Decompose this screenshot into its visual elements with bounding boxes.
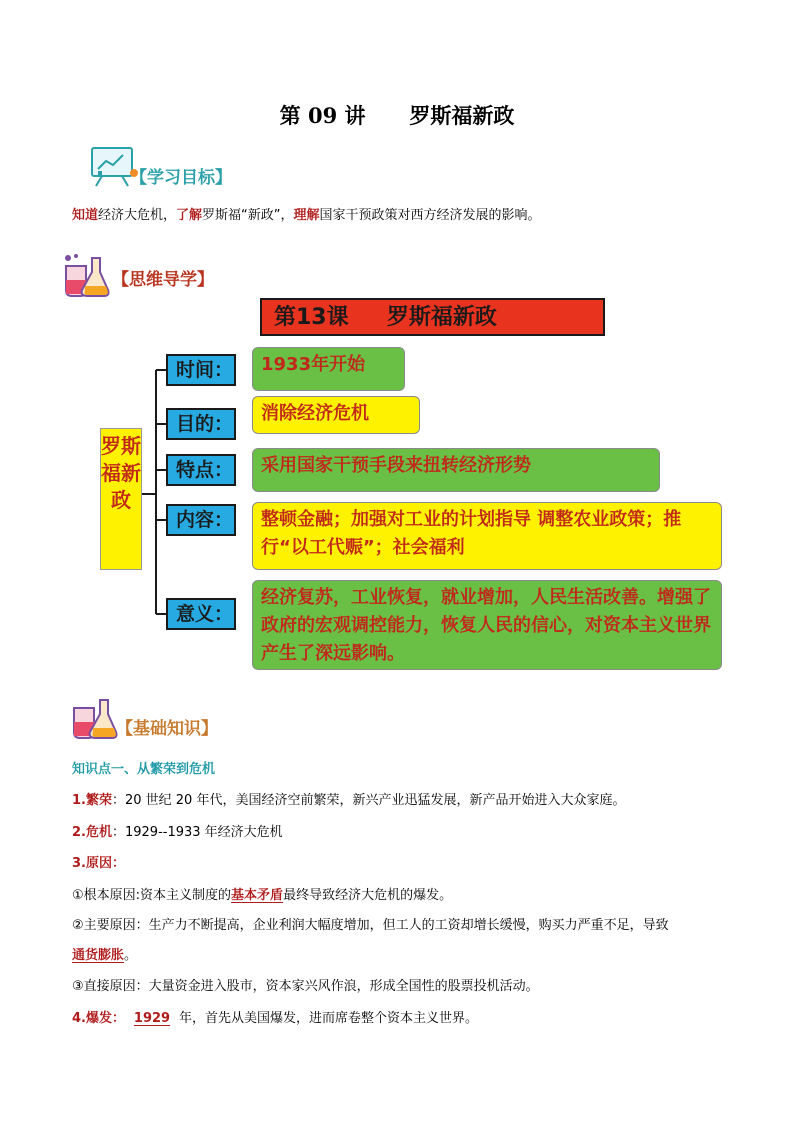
knowledge-point-1: 知识点一、从繁荣到危机 [72, 762, 216, 777]
label-purpose: 目的： [166, 408, 236, 440]
line-direct-cause: ③直接原因：大量资金进入股市，资本家兴风作浪，形成全国性的股票投机活动。 [72, 979, 539, 994]
line-main-cause: ②主要原因：生产力不断提高，企业利润大幅度增加，但工人的工资却增长缓慢，购买力严重不足，导致 [72, 918, 669, 933]
basics-heading: 【基础知识】 [116, 719, 218, 739]
line-root-cause [72, 884, 452, 903]
objectives-text [72, 204, 541, 223]
line-main-cause-2 [72, 944, 137, 963]
flask-icon-2 [66, 694, 118, 736]
objective-part: 国家干预政策对西方经济发展的影响。 [319, 208, 541, 223]
text-outbreak: 年，首先从美国爆发，进而席卷整个资本主义世界。 [179, 1011, 479, 1026]
keyword-know: 知道 [72, 208, 99, 223]
mind-map [70, 294, 734, 674]
node-time: 1933年开始 [252, 347, 405, 391]
line-crisis [72, 821, 283, 840]
keyword-inflation: 通货膨胀 [72, 948, 125, 963]
cause-colon: ： [111, 856, 125, 871]
mindmap-heading: 【思维导学】 [112, 270, 214, 290]
mindmap-title: 第13课 罗斯福新政 [260, 298, 605, 336]
line-outbreak [72, 1007, 478, 1026]
line-prosperity [72, 789, 625, 808]
flask-icon [58, 252, 110, 294]
label-crisis: 2.危机 [72, 825, 112, 840]
mindmap-root: 罗斯福新政 [100, 428, 142, 570]
keyword-understand: 了解 [176, 208, 203, 223]
label-feature: 特点： [166, 454, 236, 486]
label-time: 时间： [166, 354, 236, 386]
label-prosperity: 1.繁荣 [72, 793, 112, 808]
main-cause-post: 。 [124, 948, 138, 963]
root-cause-post: 最终导致经济大危机的爆发。 [283, 888, 453, 903]
objective-part: 罗斯福“新政”， [202, 208, 294, 223]
label-content: 内容： [166, 504, 236, 536]
node-feature: 采用国家干预手段来扭转经济形势 [252, 448, 660, 492]
text-prosperity: ：20 世纪 20 年代，美国经济空前繁荣，新兴产业迅猛发展，新产品开始进入大众家庭。 [111, 793, 626, 808]
blank-year: 1929 [133, 1011, 171, 1026]
outbreak-colon: ： [111, 1011, 125, 1026]
label-outbreak: 4.爆发 [72, 1011, 112, 1026]
label-cause: 3.原因 [72, 856, 112, 871]
keyword-basic-contradiction: 基本矛盾 [231, 888, 284, 903]
node-significance: 经济复苏，工业恢复，就业增加，人民生活改善。增强了政府的宏观调控能力，恢复人民的信心，对资本主义世界产生了深远影响。 [252, 580, 722, 670]
line-cause [72, 852, 125, 871]
label-significance: 意义： [166, 598, 236, 630]
text-crisis: ：1929--1933 年经济大危机 [111, 825, 283, 840]
root-cause-pre: ①根本原因:资本主义制度的 [72, 888, 232, 903]
page-title: 第 09 讲 罗斯福新政 [279, 103, 515, 128]
keyword-comprehend: 理解 [293, 208, 320, 223]
objective-part: 经济大危机， [98, 208, 177, 223]
node-purpose: 消除经济危机 [252, 396, 420, 434]
node-content: 整顿金融；加强对工业的计划指导 调整农业政策；推行“以工代赈”；社会福利 [252, 502, 722, 570]
objectives-heading: 【学习目标】 [130, 168, 232, 188]
